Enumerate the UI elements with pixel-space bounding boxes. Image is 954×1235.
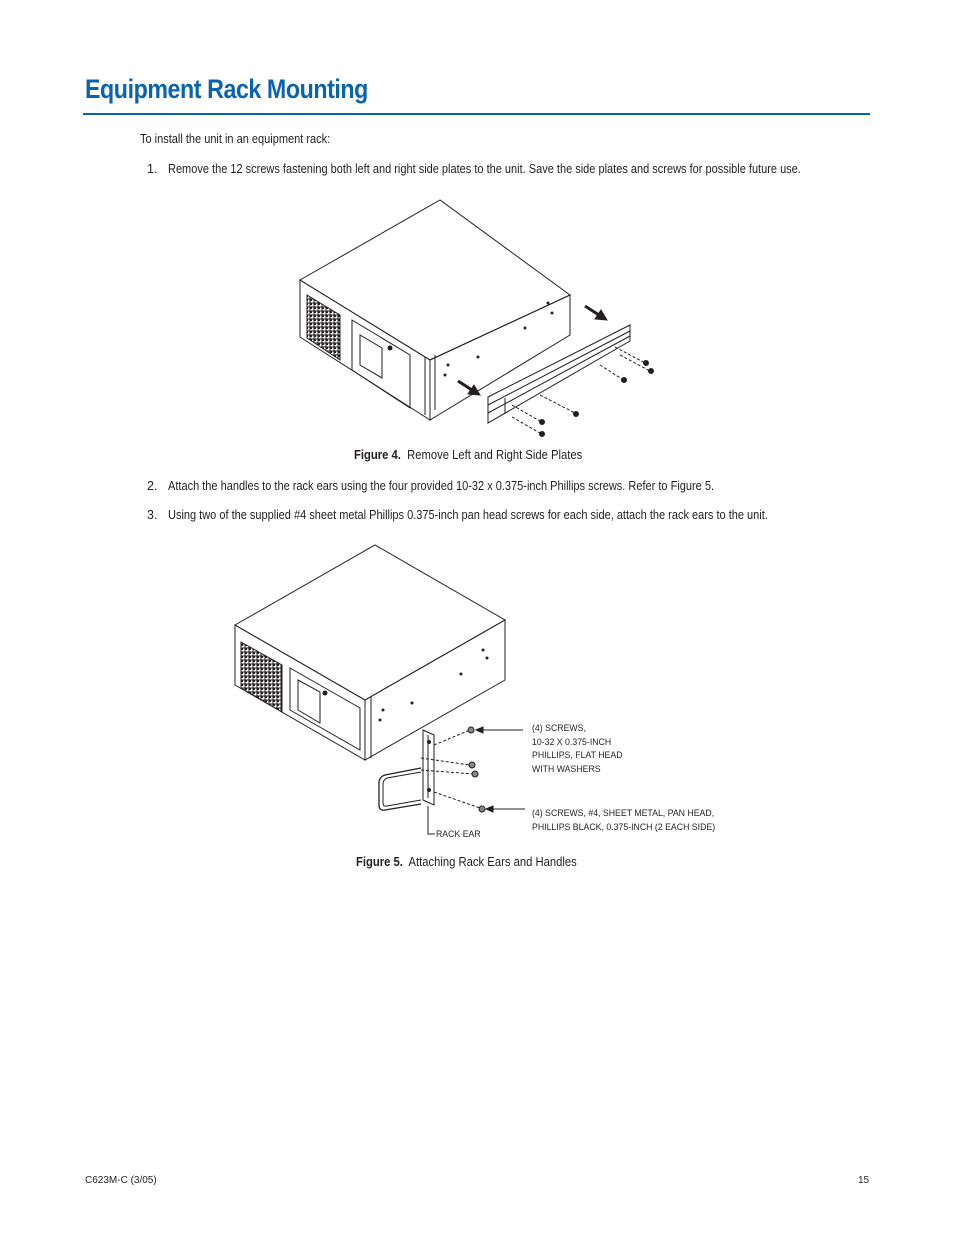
callout-flat-head-screws (532, 722, 623, 776)
figure-4-label: Figure 4. (354, 448, 401, 462)
step-2-number: 2. (147, 479, 158, 493)
vent-grille (307, 295, 340, 360)
callout-line: WITH WASHERS (532, 763, 601, 775)
figure-4-illustration (290, 195, 670, 445)
callout-line: PHILLIPS BLACK, 0.375-INCH (2 EACH SIDE) (532, 821, 716, 833)
callout-rack-ear: RACK EAR (436, 829, 481, 840)
step-1-number: 1. (147, 162, 158, 176)
title-rule (83, 113, 870, 115)
vent-grille (241, 642, 282, 712)
figure-4-caption-text: Remove Left and Right Side Plates (407, 448, 583, 462)
step-1-text: Remove the 12 screws fastening both left and right side plates to the unit. Save the side plates and screws for possible future use. (168, 162, 801, 176)
figure-5-caption (356, 855, 577, 869)
step-3-text: Using two of the supplied #4 sheet metal Phillips 0.375-inch pan head screws for each side, attach the rack ears to the unit. (168, 508, 768, 522)
footer-page-number: 15 (858, 1175, 870, 1186)
figure-5-illustration (225, 540, 535, 840)
step-2-text: Attach the handles to the rack ears using the four provided 10-32 x 0.375-inch Phillips screws. Refer to Figure 5. (168, 479, 715, 493)
page-title: Equipment Rack Mounting (85, 74, 368, 104)
figure-5-label: Figure 5. (356, 855, 403, 869)
callout-line: (4) SCREWS, #4, SHEET METAL, PAN HEAD, (532, 808, 715, 819)
callout-line: PHILLIPS, FLAT HEAD (532, 750, 623, 761)
intro-text: To install the unit in an equipment rack: (140, 132, 331, 146)
figure-5-caption-text: Attaching Rack Ears and Handles (408, 855, 577, 869)
footer-doc-id: C623M-C (3/05) (85, 1175, 157, 1186)
figure-4-caption (354, 448, 582, 462)
callout-line: 10-32 X 0.375-INCH (532, 736, 612, 748)
callout-pan-head-screws (532, 807, 715, 834)
callout-line: (4) SCREWS, (532, 723, 586, 734)
step-3-number: 3. (147, 508, 158, 522)
